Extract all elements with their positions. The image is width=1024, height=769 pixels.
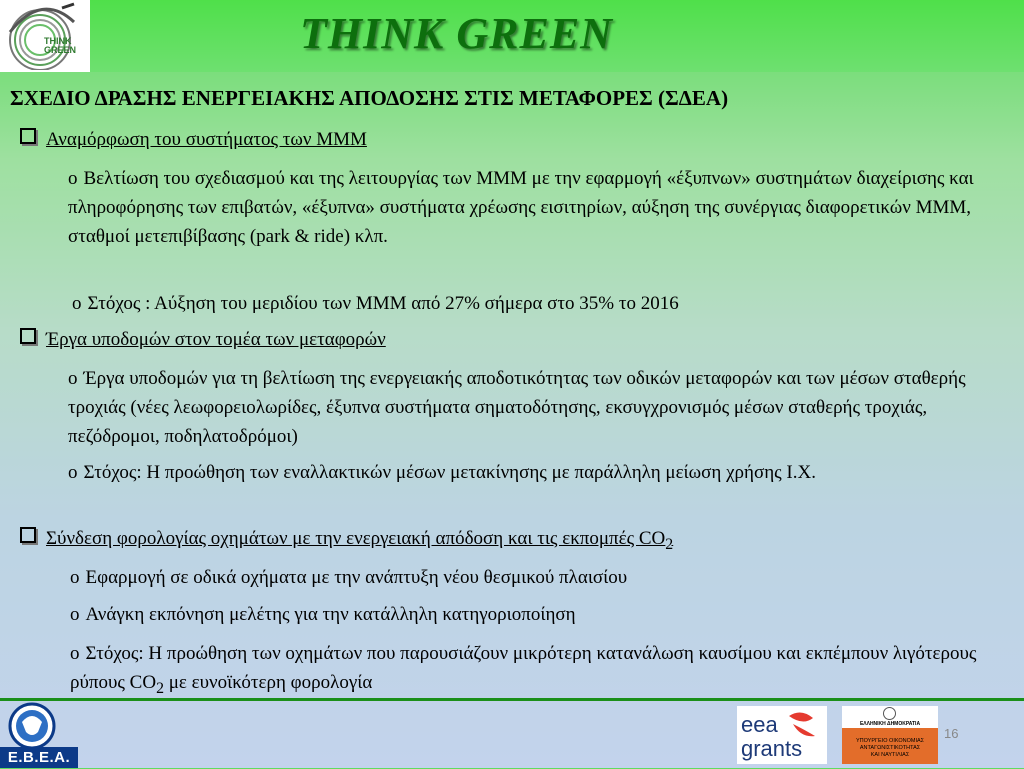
sub-bullet — [68, 364, 1013, 451]
think-green-logo — [0, 0, 90, 72]
logo-text-line-2: GREEN — [44, 45, 77, 55]
bullet-heading-main: Σύνδεση φορολογίας οχημάτων με την ενεργειακή απόδοση και τις εκπομπές CO — [46, 528, 666, 549]
checkbox-bullet-icon — [20, 328, 36, 344]
sub-bullet-text-before: Στόχος: Η προώθηση των οχημάτων που παρουσιάζουν μικρότερη κατανάλωση καυσίμου και εκπέμπουν λιγότερους ρύπους CO — [70, 643, 977, 693]
sub-bullet — [70, 639, 1015, 703]
ministry-line-3: ΚΑΙ ΝΑΥΤΙΛΙΑΣ — [870, 752, 910, 758]
hermes-emblem-icon — [8, 702, 56, 750]
bullet-heading-1 — [20, 128, 367, 151]
eea-grants-mark-icon — [737, 706, 827, 764]
subscript-2: 2 — [156, 679, 164, 697]
eea-grants-logo — [737, 706, 827, 764]
eea-text: eea — [741, 712, 778, 737]
sub-bullet-text: Στόχος: Η προώθηση των εναλλακτικών μέσων μετακίνησης με παράλληλη μείωση χρήσης Ι.Χ. — [83, 462, 816, 483]
page-number: 16 — [944, 726, 959, 741]
logo-text-line-1: THINK — [44, 36, 72, 46]
sub-bullet — [68, 164, 1013, 251]
sub-bullet-text: Βελτίωση του σχεδιασμού και της λειτουργίας των ΜΜΜ με την εφαρμογή «έξυπνων» συστημάτων διαχείρισης και πληροφόρησης των επιβατών, «έξυπνα» συστήματα χρέωσης εισιτηρίων, αύξηση της συνέργιας διαφορετικών ΜΜΜ, σταθμοί μετεπιβίβασης (park & ride) κλπ. — [68, 168, 974, 247]
circle-bullet-icon: o — [70, 643, 80, 664]
ebea-label: E.B.E.A. — [0, 747, 78, 768]
circle-bullet-icon: o — [68, 462, 78, 483]
sub-bullet — [72, 289, 1017, 318]
circle-bullet-icon: o — [70, 604, 80, 625]
bullet-heading-text — [46, 528, 674, 553]
checkbox-bullet-icon — [20, 128, 36, 144]
page-title: THINK GREEN — [300, 9, 613, 58]
sub-bullet-text: Έργα υποδομών για τη βελτίωση της ενεργειακής αποδοτικότητας των οδικών μεταφορών και των μέσων σταθερής τροχιάς (νέες λεωφορειολωρίδες, έξυπνα συστήματα σηματοδότησης, εκσυγχρονισμός μέσων σταθερής τροχιάς, πεζόδρομοι, ποδηλατοδρόμοι) — [68, 368, 966, 447]
section-title: ΣΧΕΔΙΟ ΔΡΑΣΗΣ ΕΝΕΡΓΕΙΑΚΗΣ ΑΠΟΔΟΣΗΣ ΣΤΙΣ ΜΕΤΑΦΟΡΕΣ (ΣΔΕΑ) — [10, 86, 729, 110]
greek-emblem-icon — [883, 707, 896, 720]
grants-text: grants — [741, 736, 803, 761]
circle-bullet-icon: o — [72, 293, 82, 314]
bullet-heading-3 — [20, 527, 673, 554]
bullet-heading-2 — [20, 328, 386, 351]
circle-bullet-icon: o — [70, 567, 80, 588]
sub-bullet — [70, 563, 1015, 592]
ministry-line-1: ΥΠΟΥΡΓΕΙΟ ΟΙΚΟΝΟΜΙΑΣ — [855, 738, 925, 744]
circle-bullet-icon: o — [68, 168, 78, 189]
ministry-logo — [842, 706, 938, 764]
bullet-heading-text: Έργα υποδομών στον τομέα των μεταφορών — [46, 329, 386, 350]
circle-bullet-icon: o — [68, 368, 78, 389]
sub-bullet-text: Ανάγκη εκπόνηση μελέτης για την κατάλληλη κατηγοριοποίηση — [85, 604, 576, 625]
bullet-heading-text: Αναμόρφωση του συστήματος των ΜΜΜ — [46, 129, 367, 150]
footer-divider — [0, 698, 1024, 701]
sub-bullet — [68, 458, 1013, 487]
ebea-logo — [0, 700, 78, 768]
sub-bullet-text: Στόχος : Αύξηση του μεριδίου των ΜΜΜ από 27% σήμερα στο 35% το 2016 — [87, 293, 679, 314]
sub-bullet-text: Εφαρμογή σε οδικά οχήματα με την ανάπτυξη νέου θεσμικού πλαισίου — [85, 567, 628, 588]
ministry-header-text: ΕΛΛΗΝΙΚΗ ΔΗΜΟΚΡΑΤΙΑ — [859, 721, 921, 727]
subscript-2: 2 — [665, 535, 674, 553]
checkbox-bullet-icon — [20, 527, 36, 543]
sub-bullet-text-after: με ευνοϊκότερη φορολογία — [163, 672, 373, 693]
sub-bullet — [70, 600, 1015, 629]
ministry-line-2: ΑΝΤΑΓΩΝΙΣΤΙΚΟΤΗΤΑΣ — [859, 745, 921, 751]
